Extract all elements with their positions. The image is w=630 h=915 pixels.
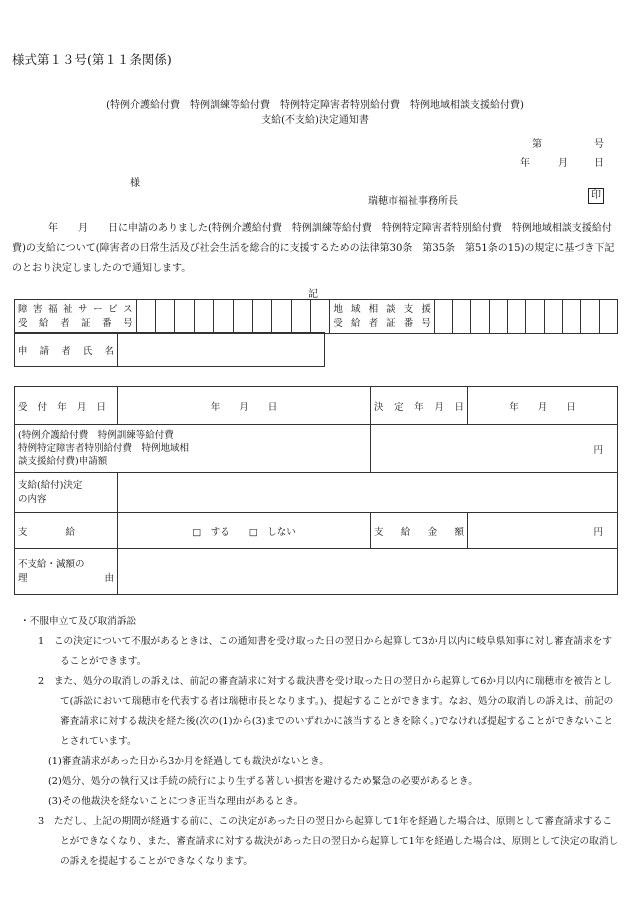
- cert-digit-cell[interactable]: [453, 300, 471, 334]
- applicant-name-label: 申請者氏名: [15, 333, 118, 367]
- note-sub-3: (3)その他裁決を経ないことにつき正当な理由があるとき。: [48, 796, 304, 807]
- cert-digit-cell[interactable]: [194, 300, 213, 334]
- cert-digit-cell[interactable]: [562, 300, 580, 334]
- decision-content-label: 支給(給付)決定 の内容: [15, 473, 118, 513]
- cert-digit-cell[interactable]: [233, 300, 252, 334]
- cert-digit-cell[interactable]: [252, 300, 271, 334]
- cert-digit-cell[interactable]: [214, 300, 233, 334]
- cert-digit-cell[interactable]: [581, 300, 599, 334]
- cert-digit-cell[interactable]: [489, 300, 507, 334]
- applied-amount-field[interactable]: 円: [371, 425, 618, 473]
- certificate-table: [14, 299, 618, 334]
- regional-cert-label: 地域相談支援 受給者証番号: [330, 300, 434, 334]
- payment-options[interactable]: □ する □ しない: [118, 513, 371, 549]
- date-year: 年: [520, 158, 530, 169]
- note-sub-1: (1)審査請求があった日から3か月を経過しても裁決がないとき。: [48, 756, 329, 767]
- issuer-office: 瑞穂市福祉事務所長: [368, 196, 458, 207]
- cert-digit-cell[interactable]: [434, 300, 452, 334]
- payment-amount-label: 支給金額: [371, 513, 468, 549]
- provider-cert-label: 障害福祉サービス 受給者証番号: [15, 300, 137, 334]
- cert-digit-cell[interactable]: [544, 300, 562, 334]
- cert-digit-cell[interactable]: [136, 300, 155, 334]
- notice-body: 年 月 日に申請のありました(特例介護給付費 特例訓練等給付費 特例特定障害者特別給付費 特例地域相談支援給付費)の支給について(障害者の日常生活及び社会生活を総合的に支援するための法律第30条 第35条 第51条の15)の規定に基づき下記のとおり決定しましたので通知します。: [12, 223, 615, 274]
- reason-field[interactable]: [118, 549, 618, 595]
- date-month: 月: [558, 158, 568, 169]
- note-sub-2: (2)処分、処分の執行又は手続の続行により生ずる著しい損害を避けるため緊急の必要があるとき。: [48, 776, 478, 787]
- payment-label: 支 給: [15, 513, 118, 549]
- decision-table: [14, 386, 618, 595]
- notes-heading: ・不服申立て及び取消訴訟: [20, 616, 137, 627]
- cert-digit-cell[interactable]: [599, 300, 617, 334]
- document-title: 支給(不支給)決定通知書: [261, 115, 369, 126]
- decision-content-field[interactable]: [118, 473, 618, 513]
- applicant-table: [14, 332, 325, 367]
- appeal-notes: [20, 612, 620, 872]
- note-item-1: 1 この決定について不服があるときは、この通知書を受け取った日の翌日から起算して3か月以内に岐阜県知事に対し審査請求をすることができます。: [38, 636, 613, 667]
- applied-amount-label: (特例介護給付費 特例訓練等給付費 特例特定障害者特別給付費 特例地域相 談支援給付費)申請額: [15, 425, 371, 473]
- ki-heading: 記: [308, 289, 318, 300]
- applicant-name-field[interactable]: [118, 333, 325, 367]
- cert-digit-cell[interactable]: [291, 300, 310, 334]
- number-suffix: 号: [594, 139, 604, 150]
- reason-label: 不支給・減額の 理 由: [15, 549, 118, 595]
- seal-stamp: 印: [588, 188, 604, 204]
- cert-digit-cell[interactable]: [272, 300, 291, 334]
- title-benefit-types: (特例介護給付費 特例訓練等給付費 特例特定障害者特別給付費 特例地域相談支援給付費): [106, 100, 524, 111]
- cert-digit-cell[interactable]: [175, 300, 194, 334]
- cert-digit-cell[interactable]: [311, 300, 330, 334]
- cert-digit-cell[interactable]: [156, 300, 175, 334]
- number-prefix: 第: [532, 139, 542, 150]
- received-date-label: 受付年月日: [15, 387, 118, 425]
- form-number: 様式第１３号(第１１条関係): [12, 52, 172, 67]
- note-item-3: 3 ただし、上記の期間が経過する前に、この決定があった日の翌日から起算して1年を経過した場合は、原則として審査請求することができなくなり、また、審査請求に対する裁決があった日の翌日から起算して1年を経過した場合は、原則として決定の取消しの訴えを提起することができなくなります。: [38, 816, 619, 867]
- cert-digit-cell[interactable]: [508, 300, 526, 334]
- note-item-2: 2 また、処分の取消しの訴えは、前記の審査請求に対する裁決書を受け取った日の翌日から起算して6か月以内に瑞穂市を被告として(訴訟において瑞穂市を代表する者は瑞穂市長となります。)、提起することができます。なお、処分の取消しの訴えは、前記の審査請求に対する裁決を経た後(次の(1)から(3)までのいずれかに該当するときを除く。)でなければ提起することができないこととされています。: [38, 676, 614, 747]
- date-day: 日: [594, 158, 604, 169]
- received-date-field[interactable]: 年 月 日: [118, 387, 371, 425]
- decision-date-field[interactable]: 年 月 日: [468, 387, 618, 425]
- payment-amount-field[interactable]: 円: [468, 513, 618, 549]
- cert-digit-cell[interactable]: [471, 300, 489, 334]
- decision-date-label: 決定年月日: [371, 387, 468, 425]
- cert-digit-cell[interactable]: [526, 300, 544, 334]
- addressee-honorific: 様: [130, 178, 140, 189]
